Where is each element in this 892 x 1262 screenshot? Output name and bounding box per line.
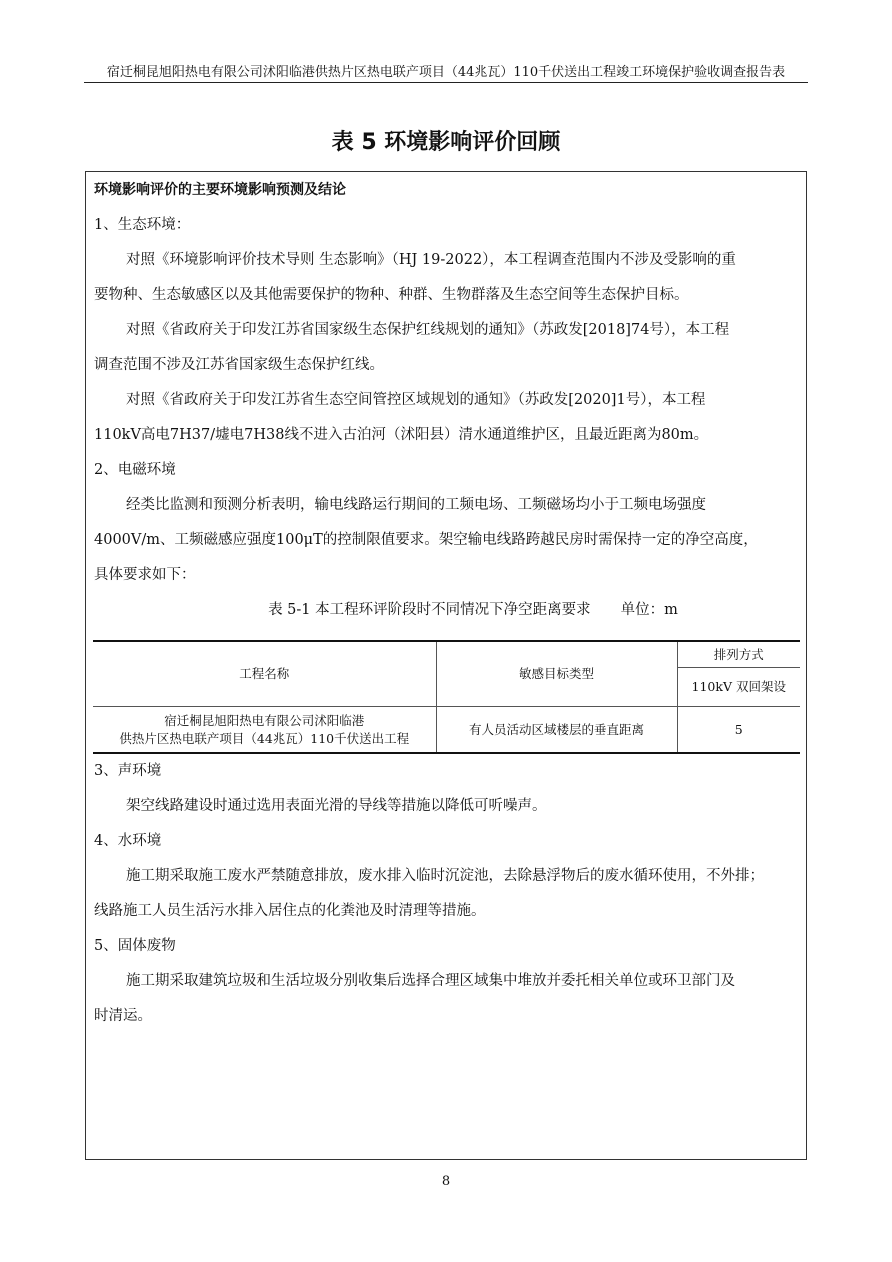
ecology-paragraph-1-line-2: 要物种、生态敏感区以及其他需要保护的物种、种群、生物群落及生态空间等生态保护目标。 — [94, 287, 689, 303]
noise-heading: 3、声环境 — [94, 763, 162, 779]
running-header: 宿迁桐昆旭阳热电有限公司沭阳临港供热片区热电联产项目（44兆瓦）110千伏送出工程竣工环境保护验收调查报告表 — [106, 65, 786, 80]
em-paragraph-line-2: 4000V/m、工频磁感应强度100μT的控制限值要求。架空输电线路跨越民房时需保持一定的净空高度， — [94, 532, 758, 548]
header-rule — [84, 82, 808, 83]
solid-heading: 5、固体废物 — [94, 938, 176, 954]
em-paragraph-line-1: 经类比监测和预测分析表明，输电线路运行期间的工频电场、工频磁场均小于工频电场强度 — [126, 497, 706, 513]
ecology-paragraph-1-line-1: 对照《环境影响评价技术导则 生态影响》（HJ 19-2022），本工程调查范围内不涉及受影响的重 — [126, 252, 736, 268]
ecology-paragraph-2-line-1: 对照《省政府关于印发江苏省国家级生态保护红线规划的通知》（苏政发[2018]74号），本工程 — [126, 322, 730, 338]
cell-project-name-line-1: 宿迁桐昆旭阳热电有限公司沭阳临港 — [164, 712, 365, 728]
noise-paragraph: 架空线路建设时通过选用表面光滑的导线等措施以降低可听噪声。 — [126, 798, 547, 814]
cell-project-name-line-2: 供热片区热电联产项目（44兆瓦）110千伏送出工程 — [119, 730, 410, 746]
solid-paragraph-line-1: 施工期采取建筑垃圾和生活垃圾分别收集后选择合理区域集中堆放并委托相关单位或环卫部门及 — [126, 973, 735, 989]
cell-value: 5 — [677, 707, 800, 754]
cell-target-type: 有人员活动区域楼层的垂直距离 — [436, 707, 677, 754]
header-target-type: 敏感目标类型 — [436, 641, 677, 707]
table-caption — [94, 593, 802, 628]
water-heading: 4、水环境 — [94, 833, 162, 849]
table-unit: 单位：m — [620, 602, 678, 618]
ecology-paragraph-3-line-2: 110kV高电7H37/墟电7H38线不进入古泊河（沭阳县）清水通道维护区，且最近距离为80m。 — [94, 427, 709, 443]
water-paragraph-line-1: 施工期采取施工废水严禁随意排放，废水排入临时沉淀池，去除悬浮物后的废水循环使用，不外排； — [126, 868, 764, 884]
table-caption-text: 表 5-1 本工程环评阶段时不同情况下净空距离要求 — [268, 602, 591, 618]
ecology-paragraph-3-line-1: 对照《省政府关于印发江苏省生态空间管控区域规划的通知》（苏政发[2020]1号），本工程 — [126, 392, 706, 408]
page-title: 表 5 环境影响评价回顾 — [331, 130, 561, 155]
header-arrangement: 排列方式 — [677, 641, 800, 668]
header-project-name: 工程名称 — [93, 641, 436, 707]
section-heading: 环境影响评价的主要环境影响预测及结论 — [94, 182, 346, 198]
em-paragraph-line-3: 具体要求如下： — [94, 567, 196, 583]
water-paragraph-line-2: 线路施工人员生活污水排入居住点的化粪池及时清理等措施。 — [94, 903, 486, 919]
content-body — [94, 173, 802, 628]
cell-project-name — [93, 707, 436, 754]
em-heading: 2、电磁环境 — [94, 462, 176, 478]
clearance-table — [93, 640, 800, 754]
table-row — [93, 707, 800, 754]
ecology-paragraph-2-line-2: 调查范围不涉及江苏省国家级生态保护红线。 — [94, 357, 384, 373]
solid-paragraph-line-2: 时清运。 — [94, 1008, 152, 1024]
ecology-heading: 1、生态环境： — [94, 217, 191, 233]
header-arrangement-sub: 110kV 双回架设 — [677, 668, 800, 707]
page-number: 8 — [441, 1174, 451, 1189]
content-body-continued — [94, 754, 802, 1034]
